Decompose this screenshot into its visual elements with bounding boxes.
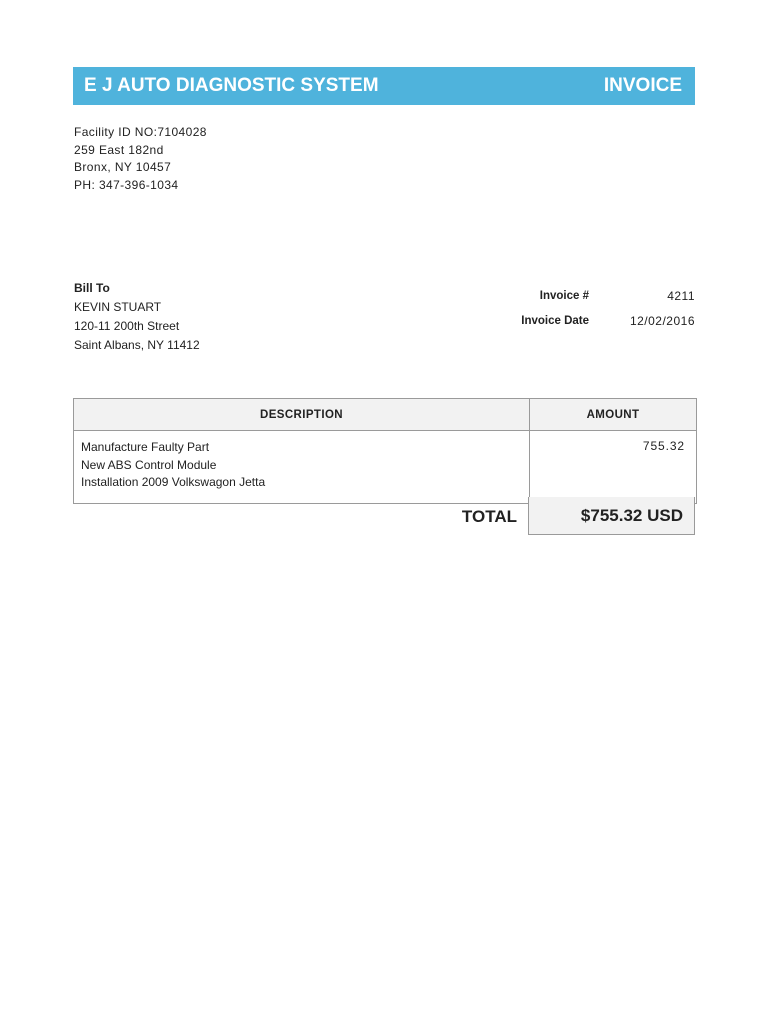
invoice-number-value: 4211 xyxy=(667,288,695,303)
table-row xyxy=(74,431,697,504)
invoice-date-value: 12/02/2016 xyxy=(629,313,695,328)
table-header-row xyxy=(74,399,697,431)
total-value: $755.32 USD xyxy=(528,497,695,535)
customer-address-line2: Saint Albans, NY 11412 xyxy=(74,338,200,352)
invoice-meta xyxy=(490,283,695,333)
item-description xyxy=(74,431,530,504)
facility-address-line1: 259 East 182nd xyxy=(74,142,164,157)
invoice-header xyxy=(73,67,695,105)
item-description-line: New ABS Control Module xyxy=(81,457,217,472)
facility-id: Facility ID NO:7104028 xyxy=(74,125,207,139)
amount-header: AMOUNT xyxy=(530,399,697,431)
facility-address-line2: Bronx, NY 10457 xyxy=(74,160,172,175)
invoice-number-row xyxy=(490,283,695,308)
total-label: TOTAL xyxy=(461,507,517,526)
facility-info xyxy=(74,124,207,195)
invoice-date-label: Invoice Date xyxy=(521,314,589,327)
facility-phone: PH: 347-396-1034 xyxy=(74,178,179,193)
line-items-table xyxy=(73,398,697,504)
company-name: E J AUTO DIAGNOSTIC SYSTEM xyxy=(84,75,379,96)
item-description-line: Manufacture Faulty Part xyxy=(81,440,210,454)
bill-to-block xyxy=(74,279,200,355)
invoice-number-label: Invoice # xyxy=(539,289,589,302)
bill-to-label: Bill To xyxy=(74,281,110,295)
customer-name: KEVIN STUART xyxy=(74,300,162,314)
item-amount: 755.32 xyxy=(530,431,697,504)
description-header: DESCRIPTION xyxy=(74,399,530,431)
document-title: INVOICE xyxy=(603,75,682,96)
total-row xyxy=(73,497,697,537)
customer-address-line1: 120-11 200th Street xyxy=(74,319,180,333)
item-description-line: Installation 2009 Volkswagon Jetta xyxy=(81,475,266,490)
invoice-date-row xyxy=(490,308,695,333)
